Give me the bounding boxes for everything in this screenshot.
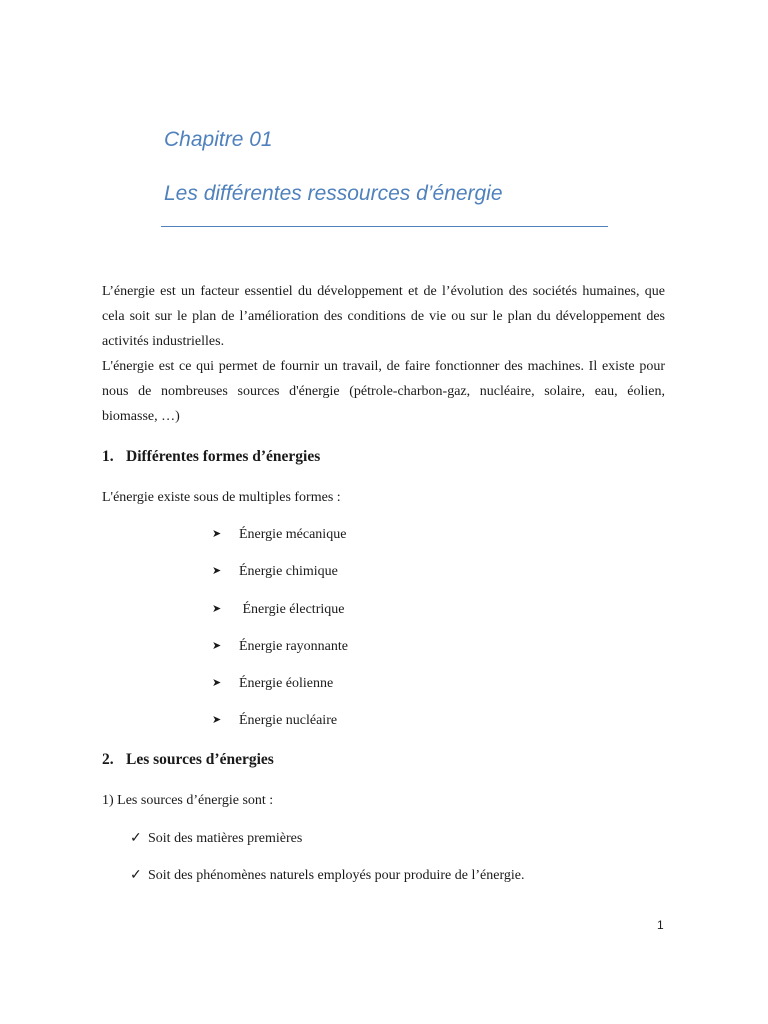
section-2-number: 2. [102, 751, 114, 768]
chapter-title: Les différentes ressources d’énergie [164, 182, 503, 205]
list-item [212, 564, 338, 580]
section-2-heading [102, 751, 274, 769]
arrowhead-bullet-icon: ➤ [212, 565, 222, 577]
list-item [212, 713, 337, 729]
section-1-intro: L'énergie existe sous de multiples formes : [102, 490, 341, 505]
checkmark-bullet-icon: ✓ [130, 831, 142, 846]
arrowhead-bullet-icon: ➤ [212, 640, 222, 652]
list-item [130, 830, 302, 847]
arrowhead-bullet-icon: ➤ [212, 677, 222, 689]
section-2-intro: 1) Les sources d’énergie sont : [102, 793, 274, 808]
checkmark-bullet-icon: ✓ [130, 868, 142, 883]
page-number: 1 [657, 918, 664, 932]
intro-paragraph-2: L'énergie est ce qui permet de fournir un travail, de faire fonctionner des machines. Il existe pour nous de nombreuses sources d'énergie (pétrole-charbon-gaz, nucléaire, solaire, eau, éolien, biomasse, …) [102, 359, 665, 424]
list-item-text: Énergie chimique [239, 564, 338, 579]
section-2-title: Les sources d’énergies [126, 751, 274, 768]
section-1-heading [102, 448, 320, 466]
section-1-title: Différentes formes d’énergies [126, 448, 321, 465]
title-divider [161, 226, 608, 227]
list-item [212, 639, 348, 655]
arrowhead-bullet-icon: ➤ [212, 528, 222, 540]
intro-text [102, 279, 665, 429]
list-item-text: Énergie mécanique [239, 527, 347, 542]
list-item-text: Soit des matières premières [148, 831, 303, 846]
chapter-label: Chapitre 01 [164, 128, 273, 151]
arrowhead-bullet-icon: ➤ [212, 714, 222, 726]
list-item-text: Énergie électrique [239, 602, 345, 617]
intro-paragraph-1: L’énergie est un facteur essentiel du développement et de l’évolution des sociétés humaines, que cela soit sur le plan de l’amélioration des conditions de vie ou sur le plan du développement des activités industrielles. [102, 284, 665, 349]
arrowhead-bullet-icon: ➤ [212, 603, 222, 615]
list-item-text: Soit des phénomènes naturels employés pour produire de l’énergie. [148, 868, 525, 883]
list-item [130, 867, 524, 884]
list-item [212, 676, 333, 692]
list-item-text: Énergie rayonnante [239, 639, 348, 654]
list-item [212, 527, 346, 543]
section-1-number: 1. [102, 448, 114, 465]
list-item-text: Énergie éolienne [239, 676, 334, 691]
list-item-text: Énergie nucléaire [239, 713, 338, 728]
list-item [212, 602, 344, 618]
